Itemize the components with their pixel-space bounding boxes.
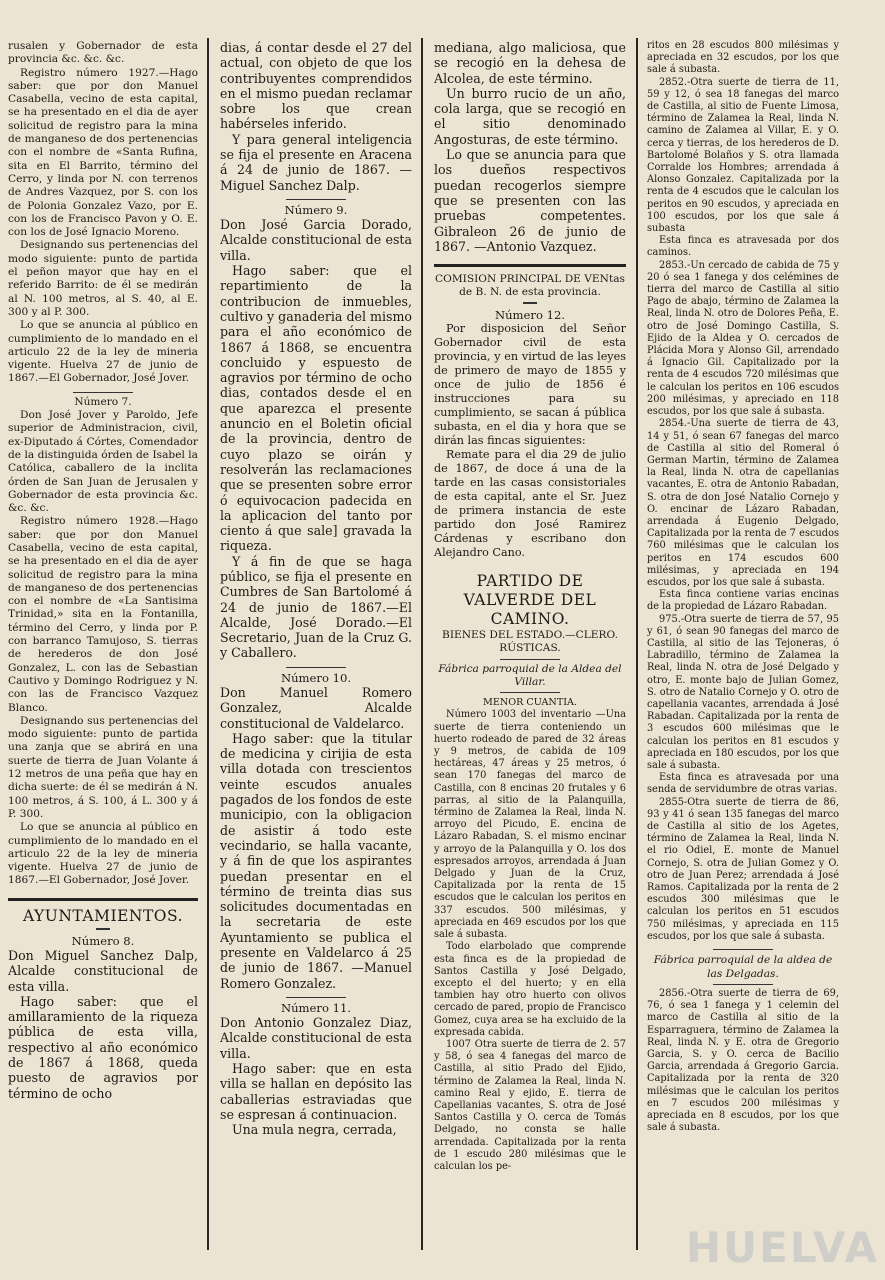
subheading-menor-cuantia: MENOR CUANTIA. [483,697,577,709]
paragraph: Don Miguel Sanchez Dalp, Alcalde constitucional de esta villa. [8,947,198,994]
paragraph: Hago saber: que el amillaramiento de la riqueza pública de esta villa, respectivo al año económico de 1867 á 1868, queda puesto de agravios por término de ocho [8,993,198,1101]
paragraph: Designando sus pertenencias del modo siguiente: punto de partida el peñon mayor que hay en el referido Barrito: de él se medirán al N. 100 metros, al S. 40, al E. 300 y al P. 300. [8,239,198,318]
column-2 [220,40,412,1250]
divider [286,199,346,200]
paragraph: 975.-Otra suerte de tierra de 57, 95 y 61, ó sean 90 fanegas del marco de Castilla, al sitio de las Tejoneras, ó Labradillo, término de Zalamea la Real, linda N. otra de José Delgado y otro, E. monte bajo de Julian Gomez, S. otro de Natalio Cornejo y O. otro de capellania vacantes, arrendada á José Rabadan. Capitalizada por la renta de 3 escudos 600 milésimas que le calculan los peritos en 81 escudos y apreciada en 180 escudos, por los que sale á subasta. [647,613,839,771]
divider [96,928,110,930]
paragraph: 2856.-Otra suerte de tierra de 69, 76, ó sea 1 fanega y 1 celemin del marco de Castilla al sitio de la Esparraguera, término de Zalamea la Real, linda N. y E. otra de Gregorio Garcia, S. y O. cerca de Bacilio Garcia, arrendada á Gregorio Garcia. Capitalizada por la renta de 320 milésimas que le calculan los peritos en 7 escudos 200 milésimas y apreciada en 8 escudos, por los que sale á subasta. [647,988,839,1134]
subheading-bienes: BIENES DEL ESTADO.—CLERO. RÚSTICAS. [442,628,618,655]
divider [286,997,346,998]
paragraph: Hago saber: que el repartimiento de la contribucion de inmuebles, cultivo y ganaderia del mismo para el año económico de 1867 á 1868, se encuentra concluido y espuesto de agravios por término de ocho dias, contados desde el en que aparezca el presente anuncio en el Boletin oficial de la provincia, dentro de cuyo plazo se oirán y resolverán las reclamaciones que se presenten sobre error ó equivocacion padecida en la aplicacion del tanto por ciento á que sale] gravada la riqueza. [220,263,412,554]
paragraph: rusalen y Gobernador de esta provincia &c. &c. &c. [8,40,198,66]
column-rule [636,38,638,1250]
divider [523,302,537,304]
section-heading-partido: PARTIDO DE VALVERDE DEL CAMINO. [463,571,597,628]
commission-heading: COMISION PRINCIPAL DE VENtas de B. N. de esta provincia. [435,273,625,299]
paragraph: Don José Jover y Paroldo, Jefe superior de Administracion, civil, ex-Diputado á Córtes, Comendador de la distinguida órden de Isabel la Católica, caballero de la inclita órden de San Juan de Jerusalen y Gobernador de esta provincia &c. &c. &c. [8,409,198,515]
paragraph: Hago saber: que en esta villa se hallan en depósito las caballerias estraviadas que se espresan á continuacion. [220,1061,412,1122]
paragraph: ritos en 28 escudos 800 milésimas y apreciada en 32 escudos, por los que sale á subasta. [647,40,839,76]
paragraph: Registro número 1927.—Hago saber: que por don Manuel Casabella, vecino de esta capital, se ha presentado en el dia de ayer solicitud de registro para la mina de manganeso de dos pertenencias con el nombre de «Santa Rufina, sita en El Barrito, término del Cerro, y linda por N. con terrenos de Andres Vazquez, por S. con los de Polonia Gonzalez Vazo, por E. con los de Francisco Pavon y O. E. con los de José Ignacio Moreno. [8,66,198,239]
divider [500,692,560,693]
divider [713,949,773,950]
section-heading-ayuntamientos: AYUNTAMIENTOS. [22,906,184,925]
paragraph: Registro número 1928.—Hago saber: que por don Manuel Casabella, vecino de esta capital, se ha presentado en el dia de ayer solicitud de registro para la mina de manganeso de dos pertenencias con el nombre de «La Santisima Trinidad,» sita en la Fontanilla, término del Cerro, y linda por P. con barranco Tamujoso, S. tierras de herederos de don José Gonzalez, L. con las de Sebastian Cautivo y Domingo Rodriguez y N. con las de Francisco Vazquez Blanco. [8,515,198,714]
paragraph: Lo que se anuncia para que los dueños respectivos puedan recogerlos siempre que se presenten con las pruebas competentes. Gibraleon 26 de junio de 1867. —Antonio Vazquez. [434,147,626,254]
column-4 [647,40,839,1250]
divider [73,392,133,393]
heading-numero-7: Número 7. [74,395,132,408]
paragraph: Una mula negra, cerrada, [232,1122,397,1138]
paragraph: Esta finca contiene varias encinas de la propiedad de Lázaro Rabadan. [647,589,839,613]
paragraph: Lo que se anuncia al público en cumplimiento de lo mandado en el articulo 22 de la ley de mineria vigente. Huelva 27 de junio de 1867.—El Gobernador, José Jover. [8,821,198,887]
paragraph: Don Manuel Romero Gonzalez, Alcalde constitucional de Valdelarco. [220,684,412,731]
paragraph: Y para general inteligencia se fija el presente en Aracena á 24 de junio de 1867. —Miguel Sanchez Dalp. [220,131,412,193]
paragraph: Todo elarbolado que comprende esta finca es de la propiedad de Santos Castilla y José Delgado, excepto el del huerto; y en ella tambien hay otro huerto con olivos cercado de pared, propio de Francisco Gomez, cuya area se ha excluido de la expresada cabida. [434,941,626,1038]
subheading-fabrica-delgadas: Fábrica parroquial de la aldea de las Delgadas. [653,954,833,981]
paragraph: Hago saber: que la titular de medicina y cirijia de esta villa dotada con trescientos veinte escudos anuales pagados de los fondos de este municipio, con la obligacion de asistir á todo este vecindario, se halla vacante, y á fin de que los aspirantes puedan presentar en el término de treinta dias sus solicitudes documentadas en la secretaria de este Ayuntamiento se publica el presente en Valdelarco á 25 de junio de 1867. —Manuel Romero Gonzalez. [220,730,412,991]
heading-numero-10: Número 10. [280,670,352,685]
watermark-logo: HUELVA [685,1223,879,1272]
divider [286,667,346,668]
paragraph: 2853.-Un cercado de cabida de 75 y 20 ó sea 1 fanega y dos celémines de tierra del marco de Castilla al sitio Pago de abajo, término de Zalamea la Real, linda N. otro de Dolores Peña, E. otro de José Domingo Castilla, S. Ejido de la Aldea y O. cercados de Plácida Mora y Alonso Gil, arrendado á Ignacio Gil. Capitalizado por la renta de 4 escudos 720 milésimas que le calculan los peritos en 106 escudos 200 milésimas, y apreciado en 118 escudos, por los que sale á subasta. [647,259,839,418]
column-rule [421,38,423,1250]
heading-numero-9: Número 9. [284,202,348,217]
column-rule [207,38,209,1250]
paragraph: Don Antonio Gonzalez Diaz, Alcalde constitucional de esta villa. [220,1015,412,1061]
paragraph: Número 1003 del inventario —Una suerte de tierra conteniendo un huerto rodeado de pared de 32 áreas y 9 metros, de cabida de 109 hectáreas, 47 áreas y 25 metros, ó sean 170 fanegas del marco de Castilla, con 8 encinas 20 frutales y 6 parras, al sitio de la Palanquilla, término de Zalamea la Real, linda N. arroyo del Picudo, E. encina de Lázaro Rabadan, S. el mismo encinar y arroyo de la Palanquilla y O. los dos espresados arroyos, arrendada á Juan Delgado y Juan de la Cruz, Capitalizada por la renta de 15 escudos que le calculan los peritos en 337 escudos. 500 milésimas, y apreciada en 469 escudos por los que sale á subasta. [434,709,626,941]
paragraph: dias, á contar desde el 27 del actual, con objeto de que los contribuyentes comprendidos en el mismo puedan reclamar sobre los que crean habérseles inferido. [220,40,412,132]
paragraph: Remate para el dia 29 de julio de 1867, de doce á una de la tarde en las casas consistoriales de esta capital, ante el Sr. Juez de primera instancia de este partido don José Ramirez Cárdenas y escribano don Alejandro Cano. [434,447,626,559]
paragraph: Y á fin de que se haga público, se fija el presente en Cumbres de San Bartolomé á 24 de junio de 1867.—El Alcalde, José Dorado.—El Secretario, Juan de la Cruz G. y Caballero. [220,553,412,661]
paragraph: 2854.-Una suerte de tierra de 43, 14 y 51, ó sean 67 fanegas del marco de Castilla al sitio del Romeral ó German Martin, término de Zalamea la Real, linda N. otra de capellanias vacantes, E. otra de Antonio Rabadan, S. otra de don José Natalio Cornejo y O. encinar de Lázaro Rabadan, arrendada á Eugenio Delgado, Capitalizada por la renta de 7 escudos 760 milésimas que le calculan los peritos en 174 escudos 600 milésimas, y apreciada en 194 escudos, por los que sale á subasta. [647,418,839,588]
heading-numero-8: Número 8. [71,933,135,948]
heading-numero-11: Número 11. [280,1000,352,1015]
heading-numero-12: Número 12. [494,307,566,322]
divider [713,984,773,985]
column-1 [8,40,198,1250]
paragraph: Por disposicion del Señor Gobernador civil de esta provincia, y en virtud de las leyes de primero de mayo de 1855 y once de julio de 1856 é instrucciones para su cumplimiento, se sacan á pública subasta, en el dia y hora que se dirán las fincas siguientes: [434,321,626,447]
section-divider [8,898,198,901]
paragraph: 2852.-Otra suerte de tierra de 11, 59 y 12, ó sea 18 fanegas del marco de Castilla, al sitio de Fuente Limosa, término de Zalamea la Real, linda N. camino de Zalamea al Villar, E. y O. cerca y tierras, de los herederos de D. Bartolomé Bolaños y S. otra llamada Corralde los Hombres; arrendada á Alonso Gonzalez. Capitalizada por la renta de 4 escudos que le calculan los peritos en 90 escudos, y apreciada en 100 escudos, por los que sale á subasta [647,76,839,235]
paragraph: 2855-Otra suerte de tierra de 86, 93 y 41 ó sean 135 fanegas del marco de Castilla al sitio de los Agetes, término de Zalamea la Real, linda N. el rio Odiel, E. monte de Manuel Cornejo, S. otra de Julian Gomez y O. otro de Juan Perez; arrendada á José Ramos. Capitalizada por la renta de 2 escudos 300 milésimas que le calculan los peritos en 51 escudos 750 milésimas, y apreciada en 115 escudos, por los que sale á subasta. [647,796,839,942]
paragraph: mediana, algo maliciosa, que se recogió en la dehesa de Alcolea, de este término. [434,40,626,86]
paragraph: 1007 Otra suerte de tierra de 2. 57 y 58, ó sea 4 fanegas del marco de Castilla, al sitio Prado del Ejido, término de Zalamea la Real, linda N. camino Real y ejido, E. tierra de Capellanias vacantes, S. otra de José Santos Castilla y O. cerca de Tomás Delgado, no consta se halle arrendada. Capitalizada por la renta de 1 escudo 280 milésimas que le calculan los pe- [434,1038,626,1172]
paragraph: Don José Garcia Dorado, Alcalde constitucional de esta villa. [220,217,412,263]
subheading-fabrica: Fábrica parroquial de la Aldea del Villar. [438,662,622,688]
paragraph: Esta finca es atravesada por una senda de servidumbre de otras varias. [647,772,839,796]
divider [500,659,560,660]
paragraph: Lo que se anuncia al público en cumplimiento de lo mandado en el articulo 22 de la ley de mineria vigente. Huelva 27 de junio de 1867.—El Gobernador, José Jover. [8,319,198,385]
column-3 [434,40,626,1250]
paragraph: Un burro rucio de un año, cola larga, que se recogió en el sitio denominado Angosturas, de este término. [434,85,626,147]
paragraph: Designando sus pertenencias del modo siguiente: punto de partida una zanja que se abrirá en una suerte de tierra de Juan Volante á 12 metros de una peña que hay en dicha suerte: de él se medirán á N. 100 metros, á S. 100, á L. 300 y á P. 300. [8,714,198,820]
paragraph: Esta finca es atravesada por dos caminos. [647,235,839,259]
section-divider [434,264,626,267]
